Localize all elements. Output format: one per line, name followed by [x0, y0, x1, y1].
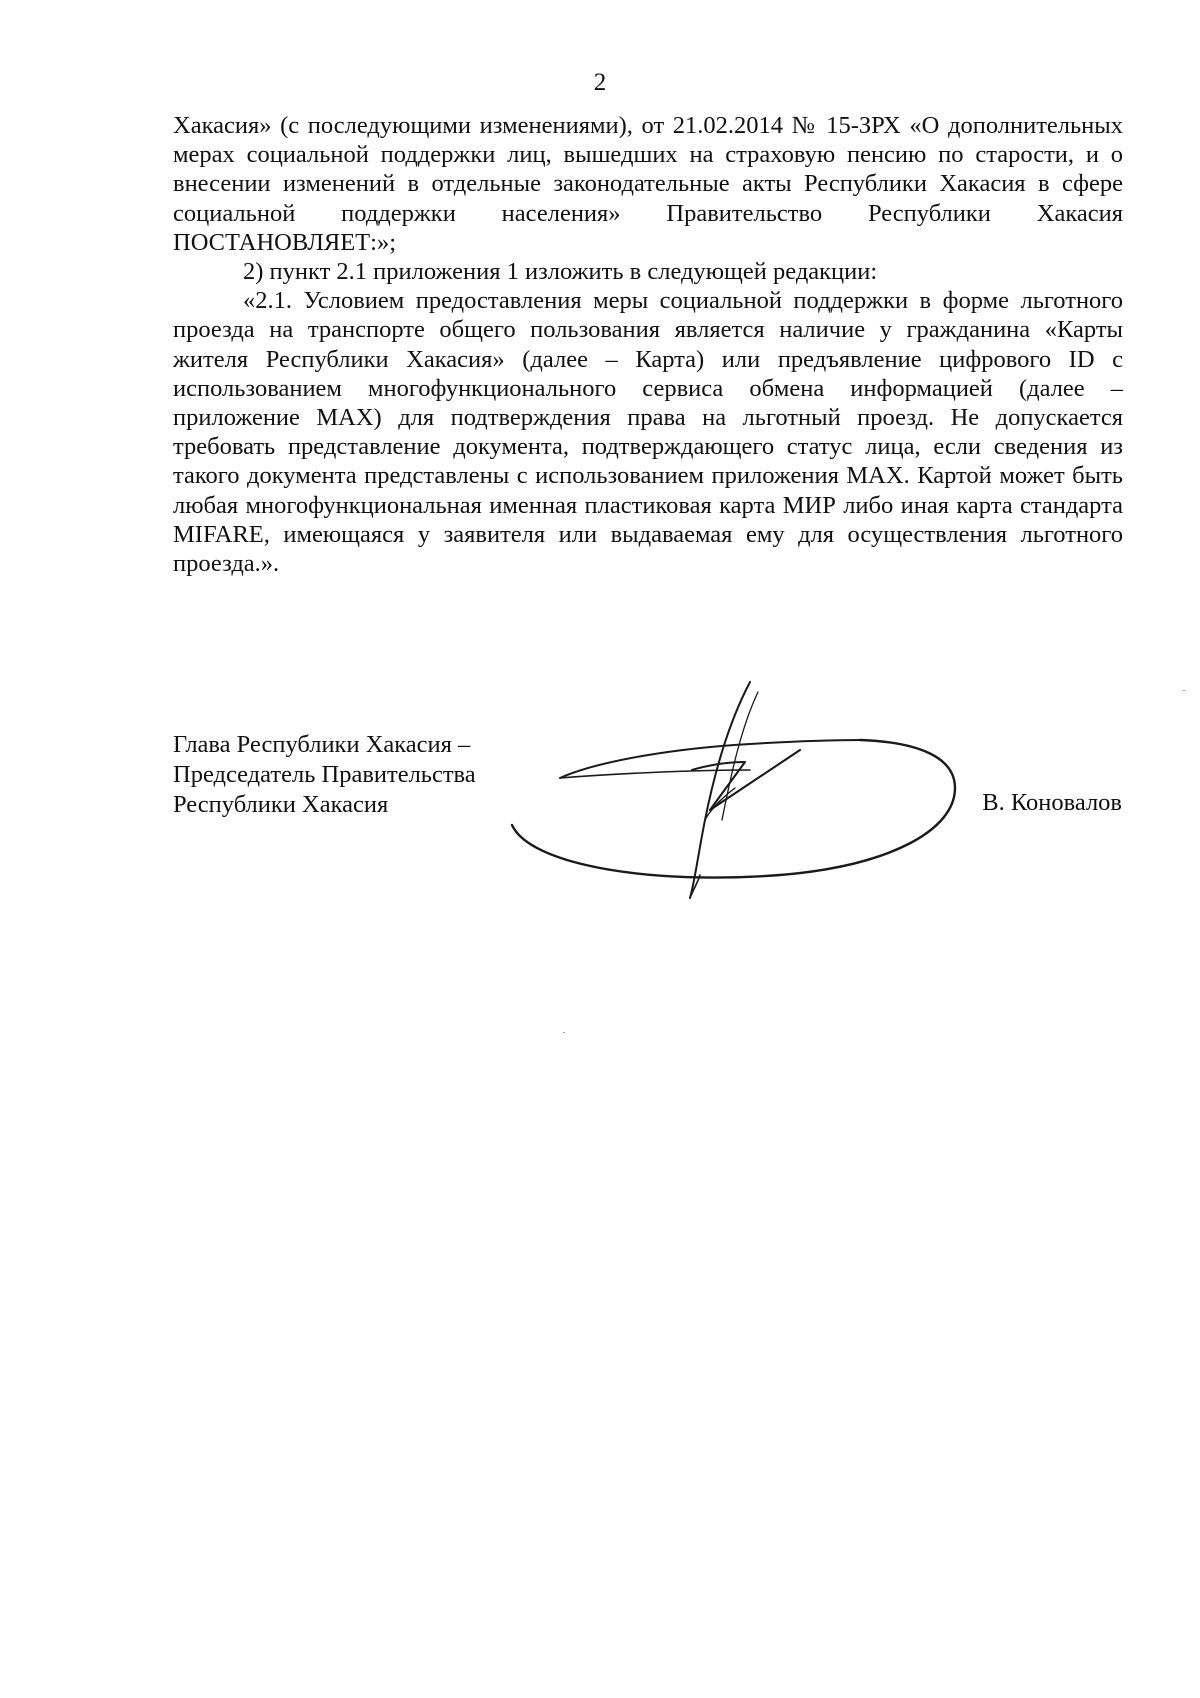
- signatory-position: [173, 730, 476, 820]
- paragraph-item-2: 2) пункт 2.1 приложения 1 изложить в следующей редакции:: [243, 258, 878, 286]
- handwritten-signature-icon: [500, 670, 970, 900]
- paragraph-clause-2-1: «2.1. Условием предоставления меры социальной поддержки в форме льготного проезда на транспорте общего пользования является наличие у гражданина «Карты жителя Республики Хакасия» (далее – Карта) или предъявление цифрового ID с использованием многофункционального сервиса обмена информацией (далее – приложение MAX) для подтверждения права на льготный проезд. Не допускается требовать представление документа, подтверждающего статус лица, если сведения из такого документа представлены с использованием приложения MAX. Картой может быть любая многофункциональная именная пластиковая карта МИР либо иная карта стандарта MIFARE, имеющаяся у заявителя или выдаваемая ему для осуществления льготного проезда.».: [173, 287, 1123, 578]
- signatory-name: В. Коновалов: [982, 789, 1122, 816]
- scan-speck: [1183, 690, 1185, 691]
- document-body: [173, 111, 1123, 578]
- position-line: Председатель Правительства: [173, 761, 476, 788]
- page-number: 2: [593, 69, 607, 96]
- position-line: Республики Хакасия: [173, 791, 389, 818]
- position-line: Глава Республики Хакасия –: [173, 731, 471, 758]
- scan-speck: [563, 1032, 565, 1033]
- paragraph-continuation: Хакасия» (с последующими изменениями), от 21.02.2014 № 15-ЗРХ «О дополнительных мерах социальной поддержки лиц, вышедших на страховую пенсию по старости, и о внесении изменений в отдельные законодательные акты Республики Хакасия в сфере социальной поддержки населения» Правительство Республики Хакасия ПОСТАНОВЛЯЕТ:»;: [173, 112, 1123, 256]
